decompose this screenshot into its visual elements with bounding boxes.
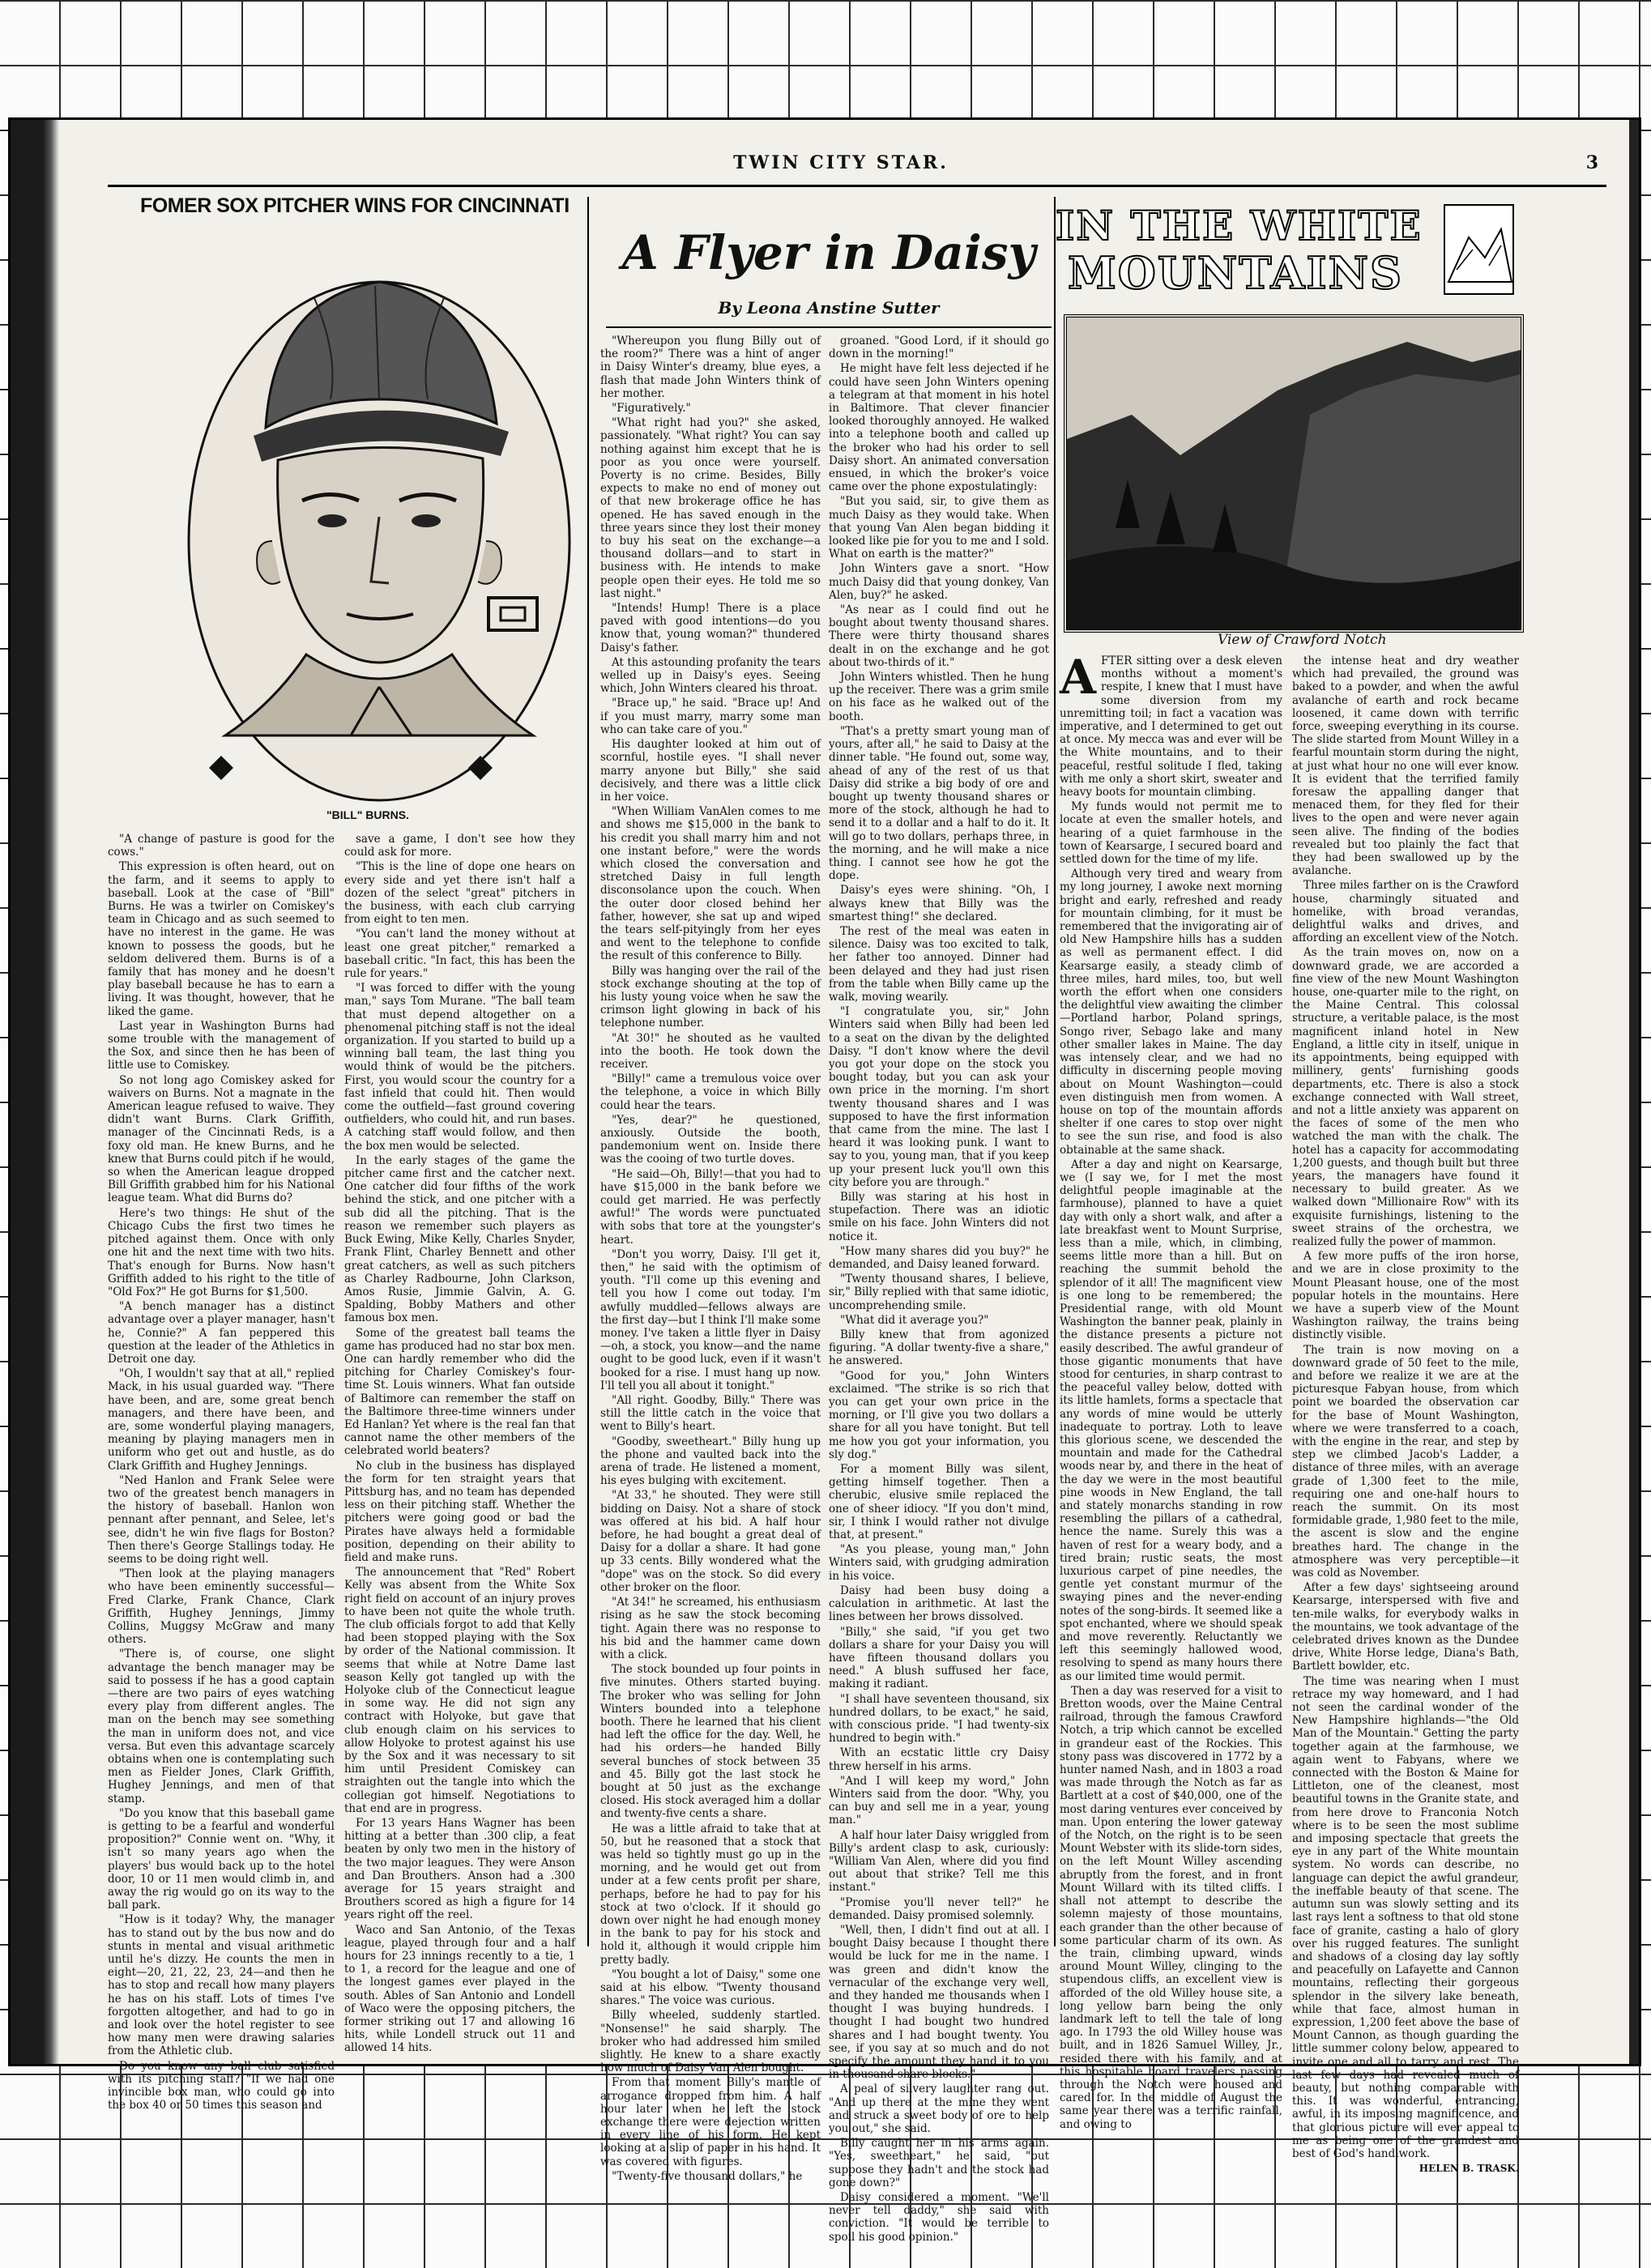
portrait-caption: "BILL" BURNS.: [326, 808, 409, 821]
white-mountains-title: [1052, 201, 1517, 302]
paragraph: After a few days' sightseeing around Kearsarge, interspersed with five and ten-mile walks, for everybody walks in the mountains, we took advantage of the celebrated drives known as the Dundee drive, White Horse ledge, Diana's Bath, Bartlett bowlder, etc.: [1292, 1581, 1519, 1673]
paragraph: "Intends! Hump! There is a place paved with good intentions—do you know that, young woman?" thundered Daisy's father.: [600, 602, 821, 654]
crawford-notch-image: [1067, 318, 1521, 629]
paragraph: "I was forced to differ with the young man," says Tom Murane. "The ball team that must depend altogether on a phenomenal pitching staff is not the ideal organization. If you started to build up a winning ball team, the last thing you would think of would be the pitchers. First, you would scour the country for a fast infield that could hit. Then would come the outfield—fast ground covering outfielders, who could hit, and run bases. A catching staff would follow, and then the box men would be selected.: [344, 982, 575, 1153]
paragraph: "When William VanAlen comes to me and shows me $15,000 in the bank to his credit you shall marry him and not one instant before," were the words which closed the conversation and stretched Daisy in full length disconsolance upon the couch. When the outer door closed behind her father, however, she sat up and wiped the tears self-pityingly from her eyes and went to the telephone to confide the result of this conference to Billy.: [600, 805, 821, 963]
paragraph: "As near as I could find out he bought about twenty thousand shares. There were thirty thousand shares dealt in on the exchange and he got about two-thirds of it.": [829, 603, 1049, 669]
paragraph: "Whereupon you flung Billy out of the room?" There was a hint of anger in Daisy Winter's dreamy, blue eyes, a flash that made John Winters think of her mother.: [600, 335, 821, 400]
paragraph: "You can't land the money without at least one great pitcher," remarked a baseball critic. "In fact, this has been the rule for years.": [344, 927, 575, 981]
paragraph: The announcement that "Red" Robert Kelly was absent from the White Sox right field on account of an injury proves to have been not quite the whole truth. The club officials forgot to add that Kelly had been stopped playing with the Sox by order of the National commission. It seems that while at Notre Dame last season Kelly got tangled up with the Holyoke club of the Connecticut league in some way. He did not sign any contract with Holyoke, but gave that club enough claim on his services to allow Holyoke to protest against his use by the Sox and it was necessary to sit him until President Comiskey can straighten out the tangle into which the collegian got himself. Negotiations to that end are in progress.: [344, 1566, 575, 1815]
paragraph: "Then look at the playing managers who have been eminently successful—Fred Clarke, Frank Chance, Clark Griffith, Hughey Jennings, Jimmy Collins, Muggsy McGraw and many others.: [108, 1567, 335, 1647]
paragraph: "Do you know that this baseball game is getting to be a fearful and wonderful proposition?" Connie went on. "Why, it isn't so many years ago when the players' bus would back up to the hotel door, 10 or 11 men would climb in, and away the rig would go on its way to the ball park.: [108, 1806, 335, 1912]
paragraph: With an ecstatic little cry Daisy threw herself in his arms.: [829, 1746, 1049, 1773]
paragraph: "Oh, I wouldn't say that at all," replied Mack, in his usual guarded way. "There have been, and are, some great bench managers, and there have been, and are, some wonderful playing managers, meaning by playing managers men in uniform who get out and hustle, as do Clark Griffith and Hughey Jennings.: [108, 1367, 335, 1473]
drop-cap-a: A: [1060, 650, 1097, 705]
paragraph: Daisy had been busy doing a calculation in arithmetic. At last the lines between her brows dissolved.: [829, 1584, 1049, 1624]
paragraph: A peal of silvery laughter rang out. "And up there at the mine they went and struck a sweet body of ore to help you out," she said.: [829, 2083, 1049, 2136]
paragraph: No club in the business has displayed the form for ten straight years that Pittsburg has, and no team has depended less on their pitching staff. Whether the pitchers were going good or bad the Pirates have always held a formidable position, depending on their ability to field and make runs.: [344, 1459, 575, 1564]
baseball-headline: FOMER SOX PITCHER WINS FOR CINCINNATI: [140, 194, 570, 217]
paragraph: "Brace up," he said. "Brace up! And if you must marry, marry some man who can take care of you.": [600, 697, 821, 736]
paragraph: "Good for you," John Winters exclaimed. "The strike is so rich that you can get your own price in the morning, or I'll give you two dollars a share for all you have tonight. But tell me how you got your information, you sly dog.": [829, 1369, 1049, 1461]
paragraph: Last year in Washington Burns had some trouble with the management of the Sox, and since then he has been of little use to Comiskey.: [108, 1019, 335, 1072]
paragraph: He might have felt less dejected if he could have seen John Winters opening a telegram at that moment in his hotel in Baltimore. That clever financier looked thoroughly annoyed. He walked into a telephone booth and called up the broker who had his order to sell Daisy short. An animated conversation ensued, in which the broker's voice came over the phone expostulatingly:: [829, 362, 1049, 494]
first-paragraph: FTER sitting over a desk eleven months without a moment's respite, I knew that I must have some diversion from my unremitting toil; in fact a vacation was imperative, and I determined to get out at once. My mecca was and ever will be the White mountains, and to their peaceful, restful solitude I fled, taking with me only a short skirt, sweater and heavy boots for mountain climbing.: [1060, 654, 1282, 799]
paragraph: At this astounding profanity the tears welled up in Daisy's eyes. Seeing which, John Winters cleared his throat.: [600, 655, 821, 696]
paragraph: My funds would not permit me to locate at even the smaller hotels, and hearing of a quiet farmhouse in the town of Kearsarge, I secured board and settled down for the time of my life.: [1060, 800, 1282, 867]
paragraph: The rest of the meal was eaten in silence. Daisy was too excited to talk, her father too annoyed. Dinner had been delayed and they had just risen from the table when Billy came up the walk, moving wearily.: [829, 924, 1049, 1004]
paragraph: "And I will keep my word," John Winters said from the door. "Why, you can buy and sell me in a year, young man.": [829, 1774, 1049, 1827]
paragraph: the intense heat and dry weather which had prevailed, the ground was baked to a powder, and when the awful avalanche of earth and rock became loosened, it came down with terrific force, sweeping everything in its course. The slide started from Mount Willey in a fearful mountain storm during the night, at just what hour no one will ever know. It is evident that the terrified family foresaw the appalling danger that menaced them, for they fled for their lives to the open and were never again seen alive. The finding of the bodies revealed but too plainly the fact that they had been swallowed up by the avalanche.: [1292, 654, 1519, 878]
paragraph: For a moment Billy was silent, getting himself together. Then a cherubic, elusive smile replaced the one of sheer idiocy. "If you don't mind, sir, I think I would rather not divulge that, at present.": [829, 1463, 1049, 1542]
story-byline: By Leona Anstine Sutter: [718, 298, 940, 318]
bill-burns-portrait: [177, 249, 582, 808]
title-line-1: IN THE WHITE: [1056, 202, 1423, 249]
baseball-column-1: [108, 833, 335, 2112]
paragraph: The stock bounded up four points in five minutes. Others started buying. The broker who was selling for John Winters bounded into a telephone booth. There he learned that his client had left the office for the day. Well, he had his orders—he handed Billy several bunches of stock between 35 and 45. Billy got the last stock he bought at 50 just as the exchange closed. His stock averaged him a dollar and twenty-five cents a share.: [600, 1663, 821, 1821]
mountains-column-2: [1292, 654, 1519, 2175]
paragraph: "How many shares did you buy?" he demanded, and Daisy leaned forward.: [829, 1244, 1049, 1272]
paragraph: "Don't you worry, Daisy. I'll get it, then," he said with the optimism of youth. "I'll come up this evening and tell you how I come out today. I'm awfully muddled—fellows always are the first day—but I think I'll make some money. I've taken a little flyer in Daisy—oh, a stock, you know—and the name ought to be good luck, even if it wasn't booked for a rise. I must hang up now. I'll tell you all about it tonight.": [600, 1247, 821, 1392]
daisy-column-2: [829, 335, 1049, 2244]
paragraph: Billy was staring at his host in stupefaction. There was an idiotic smile on his face. John Winters did not notice it.: [829, 1191, 1049, 1243]
paragraph: His daughter looked at him out of scornful, hostile eyes. "I shall never marry anyone but Billy," she said decisively, and there was a little click in her voice.: [600, 738, 821, 804]
paragraph: save a game, I don't see how they could ask for more.: [344, 833, 575, 859]
paragraph: Although very tired and weary from my long journey, I awoke next morning bright and early, refreshed and ready for mountain climbing, for it must be remembered that the invigorating air of old New Hampshire hills has a sudden as well as permanent effect. I did Kearsarge easily, a steady climb of three miles, hard miles, too, but well worth the effort when one considers the delightful view awaiting the climber—Portland harbor, Poland springs, Songo river, Sebago lake and many other smaller lakes in Maine. The day was intensely clear, and we had no difficulty in discerning people moving about on Mount Washington—could even distinguish men from women. A house on top of the mountain affords shelter if one cares to stop over night to see the sun rise, and food is also obtainable at the same shack.: [1060, 868, 1282, 1157]
paragraph: Then a day was reserved for a visit to Bretton woods, over the Maine Central railroad, through the famous Crawford Notch, a trip which cannot be excelled in grandeur east of the Rockies. This stony pass was discovered in 1772 by a hunter named Nash, and in 1803 a road was made through the Notch as far as Bartlett at a cost of $40,000, one of the most daring ventures ever conceived by man. Upon entering the lower gateway of the Notch, on the right is to be seen Mount Webster with its slide-torn sides, on the left Mount Willey ascending abruptly from the forest, and in front Mount Willard with its tilted cliffs. I shall not attempt to describe the solemn majesty of those mountains, each grander than the other because of some particular charm of its own. As the train, climbing upward, winds around Mount Willey, clinging to the stupendous cliffs, an excellent view is afforded of the old Willey house site, a long yellow barn being the only landmark left to tell the tale of long ago. In 1793 the old Willey house was built, and in 1826 Samuel Willey, Jr., resided there with his family, and at this hospitable board travelers passing through the Notch were housed and cared for. In the middle of August the same year there was a terrific rainfall, and owing to: [1060, 1684, 1282, 2131]
page-number: 3: [1585, 152, 1598, 173]
paragraph: "Ned Hanlon and Frank Selee were two of the greatest bench managers in the history of baseball. Hanlon won pennant after pennant, and Selee, let's see, didn't he win five flags for Boston? Then there's George Stallings today. He seems to be doing right well.: [108, 1473, 335, 1566]
paragraph: "Goodby, sweetheart." Billy hung up the phone and vaulted back into the arena of trade. He listened a moment, his eyes bulging with excitement.: [600, 1435, 821, 1488]
paragraph: "Promise you'll never tell?" he demanded. Daisy promised solemnly.: [829, 1895, 1049, 1922]
paragraph: "You bought a lot of Daisy," some one said at his elbow. "Twenty thousand shares." The voice was curious.: [600, 1967, 821, 2008]
paragraph: "As you please, young man," John Winters said, with grudging admiration in his voice.: [829, 1543, 1049, 1583]
paragraph: Daisy's eyes were shining. "Oh, I always knew that Billy was the smartest thing!" she declared.: [829, 884, 1049, 923]
title-line-2: MOUNTAINS: [1068, 247, 1404, 299]
paragraph: John Winters gave a snort. "How much Daisy did that young donkey, Van Alen, buy?" he asked.: [829, 562, 1049, 602]
paragraph: After a day and night on Kearsarge, we (I say we, for I met the most delightful people imaginable at the farmhouse), planned to have a quiet day with only a short walk, and after a late breakfast went to Mount Surprise, less than a mile, which, in climbing, seems little more than a hill. But on reaching the summit behold the splendor of it all! The magnificent view is one long to be remembered; the Presidential range, with old Mount Washington the banner peak, plainly in the distance presents a picture not easily described. The awful grandeur of those gigantic monuments that have stood for centuries, in sharp contrast to the peaceful valley below, dotted with its little hamlets, forms a spectacle that any words of mine would be utterly inadequate to portray. Loth to leave this glorious scene, we descended the mountain and made for the Cathedral woods near by, and there in the heat of the day we were in the most beautiful pine woods in New England, the tall and stately monarchs standing in row resembling the pillars of a cathedral, hence the name. Surely this was a haven of rest for a weary body, and a tired brain; rustic seats, the most luxurious carpet of pine needles, the gentle yet constant murmur of the swaying pines and the never-ending notes of the song-birds. It seemed like a spot enchanted, where we should speak and move reverently. Reluctantly we left this seemingly hallowed wood, resolving to spend as many hours there as our limited time would permit.: [1060, 1157, 1282, 1683]
masthead: [59, 152, 1623, 177]
photo-caption: View of Crawford Notch: [1218, 632, 1387, 648]
paragraph: "Well, then, I didn't find out at all. I bought Daisy because I thought there would be luck for me in the name. I was green and didn't know the vernacular of the exchange very well, and they handed me thousands when I thought I was buying hundreds. I thought I had bought two hundred shares and I had bought twenty. You see, if you say at so much and do not specify the amount they hand it to you in thousand share blocks.": [829, 1923, 1049, 2082]
paragraph: Three miles farther on is the Crawford house, charmingly situated and homelike, with broad verandas, delightful walks and drives, and affording an excellent view of the Notch.: [1292, 879, 1519, 945]
paragraph: "Billy!" came a tremulous voice over the telephone, a voice in which Billy could hear the tears.: [600, 1072, 821, 1112]
paragraph: "Twenty thousand shares, I believe, sir," Billy replied with that same idiotic, uncomprehending smile.: [829, 1273, 1049, 1312]
paragraph: "This is the line of dope one hears on every side and yet there isn't half a dozen of the select "great" pitchers in the business, with each club carrying from eight to ten men.: [344, 860, 575, 927]
paragraph: Waco and San Antonio, of the Texas league, played through four and a half hours for 23 innings recently to a tie, 1 to 1, a record for the league and one of the longest games ever played in the south. Ables of San Antonio and Londell of Waco were the opposing pitchers, the former striking out 17 and allowing 16 hits, while Londell struck out 11 and allowed 14 hits.: [344, 1923, 575, 2055]
paragraph: "Yes, dear?" he questioned, anxiously. Outside the booth, pandemonium went on. Inside there was the cooing of two turtle doves.: [600, 1113, 821, 1166]
paragraph: Billy caught her in his arms again. "Yes, sweetheart," he said, "but suppose they hadn't and the stock had gone down?": [829, 2137, 1049, 2189]
mountains-column-1: [1060, 650, 1282, 2131]
paragraph: Billy was hanging over the rail of the stock exchange shouting at the top of his lusty young voice when he saw the crimson light glowing in back of his telephone number.: [600, 964, 821, 1030]
newspaper-page: [8, 117, 1641, 2244]
column-rule: [1054, 197, 1056, 1946]
paragraph: "How is it today? Why, the manager has to stand out by the bus now and do stunts in mental and visual arithmetic until he's dizzy. He counts the men in eight—20, 21, 22, 23, 24—and then he has to stop and recall how many players he has on his staff. Lots of times I've forgotten altogether, and had to go in and look over the hotel register to see how many men were drawing salaries from the Athletic club.: [108, 1913, 335, 2058]
paragraph: He was a little afraid to take that at 50, but he reasoned that a stock that was held so tightly must go up in the morning, and he would get out from under at a few cents profit per share, perhaps, before he had to pay for his stock at two o'clock. If it should go down over night he had enough money in the bank to pay for his stock and hold it, although it would cripple him pretty badly.: [600, 1822, 821, 1967]
daisy-column-1: [600, 335, 821, 2183]
paragraph: "He said—Oh, Billy!—that you had to have $15,000 in the bank before we could get married. He was perfectly awful!" The words were punctuated with sobs that tore at the youngster's heart.: [600, 1167, 821, 1247]
paragraph: Billy wheeled, suddenly startled. "Nonsense!" he said sharply. The broker who had addressed him smiled slightly. He knew to a share exactly how much of Daisy Van Alen bought.: [600, 2009, 821, 2075]
page-edge-shadow: [1629, 120, 1639, 2064]
paragraph: This expression is often heard, out on the farm, and it seems to apply to baseball. Look at the case of "Bill" Burns. He was a twirler on Comiskey's team in Chicago and as such seemed to have no interest in the game. He was known to possess the goods, but he seldom delivered them. Burns is of a family that has money and he doesn't play baseball because he has to earn a living. It was thought, however, that he liked the game.: [108, 860, 335, 1018]
paragraph: "A change of pasture is good for the cows.": [108, 833, 335, 859]
paragraph: The train is now moving on a downward grade of 50 feet to the mile, and before we realize it we are at the picturesque Fabyan house, from which point we boarded the observation car for the base of Mount Washington, where we were transferred to a coach, with the engine in the rear, and step by step we climbed Jacob's Ladder, a distance of three miles, with an average grade of 1,300 feet to the mile, requiring one and one-half hours to reach the summit. On its most formidable grade, 1,980 feet to the mile, the ascent is slow and the engine breathes hard. The change in the atmosphere was very perceptible—it was cold as November.: [1292, 1343, 1519, 1580]
crawford-notch-photo: [1064, 314, 1524, 633]
paragraph: John Winters whistled. Then he hung up the receiver. There was a grim smile on his face as he walked out of the booth.: [829, 671, 1049, 723]
byline-rule: [606, 326, 1052, 328]
author-signature: HELEN B. TRASK.: [1418, 2163, 1519, 2175]
paragraph: The time was nearing when I must retrace my way homeward, and I had not seen the cardinal wonder of the New Hampshire highlands—"the Old Man of the Mountain." Getting the party together again at the farmhouse, we again went to Fabyans, where we connected with the Boston & Maine for Littleton, one of the cleanest, most beautiful towns in the Granite state, and from here drove to Franconia Notch where is to be seen the most sublime and imposing spectacle that greets the eye in any part of the White mountain system. No words can describe, no language can depict the awful grandeur, the ineffable beauty of that scene. The autumn sun was slowly setting and its last rays lent a softness to that old stone face of granite, casting a halo of glory over his rugged features. The sunlight and shadows of a closing day lay softly and peacefully on Lafayette and Cannon mountains, reflecting their gorgeous splendor in the silvery lake beneath, while that face, almost human in expression, 1,200 feet above the base of Mount Cannon, as though guarding the little summer colony below, appeared to invite one and all to tarry and rest. The last few days had revealed much of beauty, but nothing comparable with this. It was wonderful, entrancing, awful, in its imposing magnificence, and that glorious picture will ever appeal to me as being one of the grandest and best of God's handiwork.: [1292, 1674, 1519, 2160]
paragraph: Do you know any ball club satisfied with its pitching staff? "If we had one invincible box man, who could go into the box 40 or 50 times this season and: [108, 2059, 335, 2112]
paragraph: "A bench manager has a distinct advantage over a player manager, hasn't he, Connie?" A fan peppered this question at the leader of the Athletics in Detroit one day.: [108, 1300, 335, 1366]
story-title: A Flyer in Daisy: [621, 225, 1036, 280]
paragraph: Here's two things: He shut of the Chicago Cubs the first two times he pitched against them. Once with only one hit and the next time with two hits. That's enough for Burns. Now hasn't Griffith added to his right to the title of "Old Fox?" He got Burns for $1,500.: [108, 1206, 335, 1298]
paragraph: "I shall have seventeen thousand, six hundred dollars, to be exact," he said, with conscious pride. "I had twenty-six hundred to begin with.": [829, 1692, 1049, 1746]
paragraph: In the early stages of the game the pitcher came first and the catcher next. One catcher did four fifths of the work behind the stick, and one pitcher with a sub did all the pitching. That is the reason we remember such players as Buck Ewing, Mike Kelly, Charles Snyder, Frank Flint, Charley Bennett and other great catchers, as well as such pitchers as Charley Radbourne, John Clarkson, Amos Rusie, Jimmie Galvin, A. G. Spalding, Bobby Mathers and other famous box men.: [344, 1153, 575, 1325]
paragraph: For 13 years Hans Wagner has been hitting at a better than .300 clip, a feat beaten by only two men in the history of the two major leagues. They were Anson and Dan Brouthers. Anson had a .300 average for 15 years straight and Brouthers scored as high a figure for 14 years right off the reel.: [344, 1817, 575, 1922]
paper-name: TWIN CITY STAR.: [733, 152, 949, 173]
paragraph: "At 34!" he screamed, his enthusiasm rising as he saw the stock becoming tight. Again there was no response to his bid and the hammer came down with a click.: [600, 1596, 821, 1661]
paragraph: From that moment Billy's mantle of arrogance dropped from him. A half hour later when he left the stock exchange there were dejection written in every line of his form. He kept looking at a slip of paper in his hand. It was covered with figures.: [600, 2076, 821, 2168]
baseball-column-2: [344, 833, 575, 2055]
paragraph: Billy knew that from agonized figuring. "A dollar twenty-five a share," he answered.: [829, 1328, 1049, 1368]
paragraph: Some of the greatest ball teams the game has produced had no star box men. One can hardly remember who did the pitching for Charley Comiskey's four-time St. Louis winners. What fan outside of Baltimore can remember the staff on the Baltimore three-time winners under Ed Hanlan? Yet where is the real fan that cannot name the other members of the celebrated world beaters?: [344, 1326, 575, 1458]
paragraph: Daisy considered a moment. "We'll never tell daddy," she said with conviction. "It would be terrible to spoil his good opinion.": [829, 2191, 1049, 2244]
masthead-rule: [108, 185, 1606, 187]
paragraph: "But you said, sir, to give them as much Daisy as they would take. When that young Van Alen began bidding it looked like pie for you to me and I sold. What on earth is the matter?": [829, 495, 1049, 561]
paragraph: "At 33," he shouted. They were still bidding on Daisy. Not a share of stock was offered at his bid. A half hour before, he had bought a great deal of Daisy for a dollar a share. It had gone up 33 cents. Billy wondered what the "dope" was on the stock. So did every other broker on the floor.: [600, 1489, 821, 1594]
paragraph: So not long ago Comiskey asked for waivers on Burns. Not a magnate in the American league refused to waive. They didn't want Burns. Clark Griffith, manager of the Cincinnati Reds, is a foxy old man. He knew Burns, and he knew that Burns could pitch if he would, so when the American league dropped Bill Griffith grabbed him for his National league team. What did Burns do?: [108, 1073, 335, 1205]
paragraph: "Figuratively.": [612, 402, 691, 416]
paragraph: "That's a pretty smart young man of yours, after all," he said to Daisy at the dinner table. "He found out, some way, ahead of any of the rest of us that Daisy did strike a big body of ore and bought up twenty thousand shares or more of the stock, although he had to send it to a dollar and a half to do it. It will go to two dollars, perhaps three, in the morning, and he will make a nice thing. I cannot see how he got the dope.: [829, 724, 1049, 883]
paragraph: "I congratulate you, sir," John Winters said when Billy had been led to a seat on the divan by the delighted Daisy. "I don't know where the devil you got your dope on the stock you bought today, but you can ask your own price in the morning. I'm short twenty thousand shares and I was supposed to have the first information that came from the mine. The last I heard it was looking punk. I want to say to you, young man, that if you keep up your present luck you'll own this city before you are through.": [829, 1005, 1049, 1189]
paragraph: A half hour later Daisy wriggled from Billy's ardent clasp to ask, curiously: "William Van Alen, where did you find out about that strike? Tell me this instant.": [829, 1828, 1049, 1895]
paragraph: "What right had you?" she asked, passionately. "What right? You can say nothing against him except that he is poor as you once were yourself. Poverty is no crime. Besides, Billy expects to make no end of money out of that new brokerage office he has opened. He has saved enough in the three years since they lost their money to buy his seat on the exchange—a thousand dollars—and to start in business with. He intends to make people open their eyes. He told me so last night.": [600, 416, 821, 600]
column-rule: [587, 197, 589, 1946]
paragraph: groaned. "Good Lord, if it should go down in the morning!": [829, 335, 1049, 361]
paragraph: "Billy," she said, "if you get two dollars a share for your Daisy you will have fifteen thousand dollars you need." A blush suffused her face, making it radiant.: [829, 1625, 1049, 1691]
paragraph: "Twenty-five thousand dollars," he: [612, 2169, 803, 2183]
paragraph: A few more puffs of the iron horse, and we are in close proximity to the Mount Pleasant house, one of the most popular hotels in the mountains. Here we have a superb view of the Mount Washington railway, the trains being distinctly visible.: [1292, 1250, 1519, 1342]
binding-shadow: [11, 120, 59, 2064]
paragraph: "All right. Goodby, Billy." There was still the little catch in the voice that went to Billy's heart.: [600, 1394, 821, 1434]
paragraph: As the train moves on, now on a downward grade, we are accorded a fine view of the new Mount Washington house, one-quarter mile to the right, on the Maine Central. This colossal structure, a veritable palace, is the most magnificent inland hotel in New England, a little city in itself, unique in its appointments, being equipped with millinery, gents' furnishing goods departments, etc. There is also a stock exchange connected with Wall street, and not a little anxiety was apparent on the faces of some of the men who watched the man with the chalk. The hotel has a capacity for accommodating 1,200 guests, and though built but three years, the managers have found it necessary to build greater. As we walked down "Millionaire Row" with its exquisite furnishings, listening to the sweet strains of the orchestra, we realized fully the power of mammon.: [1292, 946, 1519, 1248]
paragraph: "At 30!" he shouted as he vaulted into the booth. He took down the receiver.: [600, 1031, 821, 1071]
paragraph: "What did it average you?": [840, 1313, 989, 1327]
paragraph: "There is, of course, one slight advantage the bench manager may be said to possess if he has a good captain—there are two pairs of eyes watching every play from different angles. The man on the bench may see something the man in uniform does not, and vice versa. But even this advantage scarcely obtains when one is contemplating such men as Fielder Jones, Clark Griffith, Hughey Jennings, and men of that stamp.: [108, 1648, 335, 1805]
